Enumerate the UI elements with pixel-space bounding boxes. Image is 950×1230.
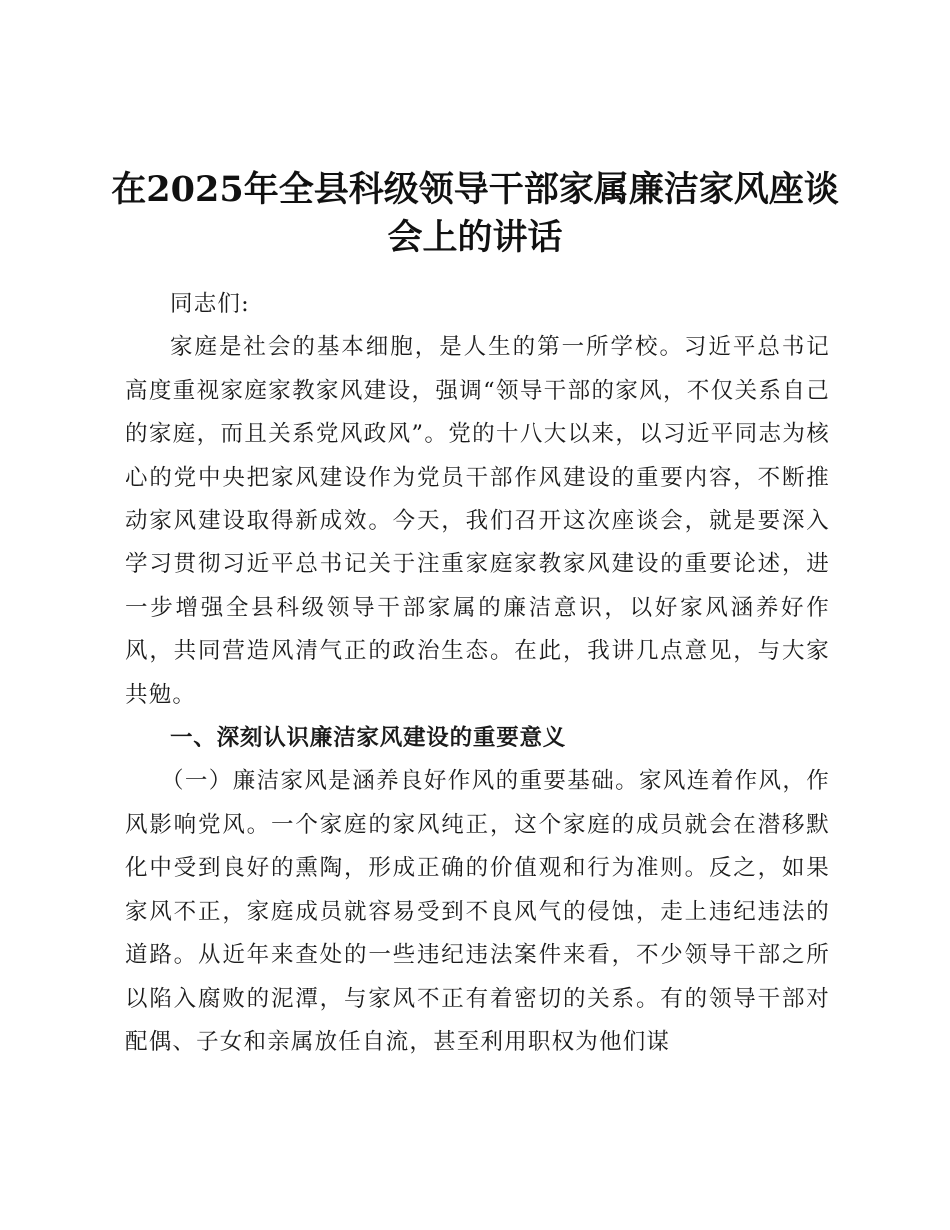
document-title: 在2025年全县科级领导干部家属廉洁家风座谈会上的讲话 [111, 169, 839, 258]
subsection-paragraph: （一）廉洁家风是涵养良好作风的重要基础。家风连着作风，作风影响党风。一个家庭的家风纯正，这个家庭的成员就会在潜移默化中受到良好的熏陶，形成正确的价值观和行为准则。反之，如果家风不正，家庭成员就容易受到不良风气的侵蚀，走上违纪违法的道路。从近年来查处的一些违纪违法案件来看，不少领导干部之所以陷入腐败的泥潭，与家风不正有着密切的关系。有的领导干部对配偶、子女和亲属放任自流，甚至利用职权为他们谋 [125, 768, 830, 1055]
intro-paragraph: 家庭是社会的基本细胞，是人生的第一所学校。习近平总书记高度重视家庭家教家风建设，强调“领导干部的家风，不仅关系自己的家庭，而且关系党风政风”。党的十八大以来，以习近平同志为核心的党中央把家风建设作为党员干部作风建设的重要内容，不断推动家风建设取得新成效。今天，我们召开这次座谈会，就是要深入学习贯彻习近平总书记关于注重家庭家教家风建设的重要论述，进一步增强全县科级领导干部家属的廉洁意识，以好家风涵养好作风，共同营造风清气正的政治生态。在此，我讲几点意见，与大家共勉。 [125, 334, 830, 708]
document-body [125, 283, 830, 1064]
section-heading: 一、深刻认识廉洁家风建设的重要意义 [170, 725, 567, 752]
greeting-paragraph: 同志们: [170, 291, 250, 317]
